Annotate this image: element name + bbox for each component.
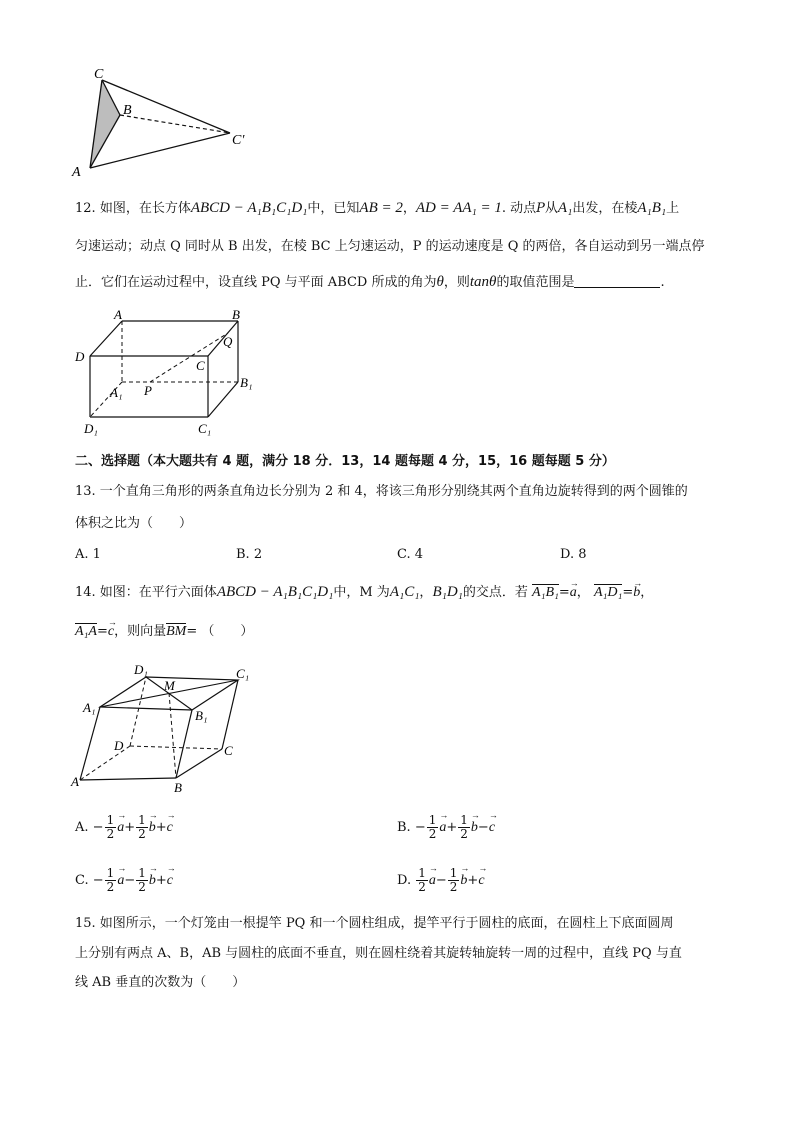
label-B1: B₁ <box>240 375 253 390</box>
q13-line1: 13. 一个直角三角形的两条直角边长分别为 2 和 4，将该三角形分别绕其两个直角边旋转得到的两个圆锥的 <box>75 484 688 499</box>
label-B1: B₁ <box>195 708 208 723</box>
q15-line2: 上分别有两点 A、B，AB 与圆柱的底面不垂直，则在圆柱绕着其旋转轴旋转一周的过程中，直线 PQ 与直 <box>75 946 682 961</box>
label-P: P <box>144 383 152 398</box>
q13-option-c[interactable]: C. 4 <box>397 547 424 562</box>
q15-line3: 线 AB 垂直的次数为（ ） <box>75 975 246 990</box>
label-B: B <box>123 103 132 118</box>
q12-line1: 12. 如图，在长方体ABCD − A₁B₁C₁D₁中，已知AB = 2，AD = AA₁ = 1. 动点P从A₁出发，在棱A₁B₁上 <box>75 200 680 216</box>
q12-line2: 匀速运动；动点 Q 同时从 B 出发，在棱 BC 上匀速运动，P 的运动速度是 Q 的两倍，各自运动到另一端点停 <box>75 239 705 254</box>
label-C: C <box>224 743 233 758</box>
q13-option-b[interactable]: B. 2 <box>236 547 263 562</box>
q14-option-d[interactable]: D. $\frac{1}{2}$ → a− $\frac{1}{2}$ → b+→ c <box>397 867 485 894</box>
q13-option-d[interactable]: D. 8 <box>560 547 587 562</box>
label-M: M <box>164 678 175 693</box>
section-heading: 二、选择题（本大题共有 4 题，满分 18 分．13，14 题每题 4 分，15，16 题每题 5 分） <box>75 454 615 469</box>
answer-blank <box>574 273 660 288</box>
label-D: D <box>75 349 85 364</box>
label-C: C <box>196 358 205 373</box>
q14-option-c[interactable]: C. − $\frac{1}{2}$ → a− $\frac{1}{2}$ → b+→ c <box>75 867 173 894</box>
label-A: A <box>71 774 79 789</box>
label-Q: Q <box>223 334 233 349</box>
q13-option-a[interactable]: A. 1 <box>75 547 101 562</box>
label-B: B <box>174 780 182 795</box>
label-B: B <box>232 307 240 322</box>
q12-figure <box>70 304 270 439</box>
label-A: A <box>72 165 81 180</box>
q13-line2: 体积之比为（ ） <box>75 516 193 531</box>
label-D1: D₁ <box>84 421 98 436</box>
label-D: D <box>114 738 124 753</box>
q11-figure <box>60 60 260 185</box>
label-D1: D₁ <box>134 662 148 677</box>
q14-line1: 14. 如图：在平行六面体ABCD − A₁B₁C₁D₁中，M 为A₁C₁，B₁D₁的交点．若 A₁B₁=→ a， A₁D₁=→ b， <box>75 582 653 603</box>
label-C1: C₁ <box>198 421 212 436</box>
label-C1: C₁ <box>236 666 250 681</box>
label-A1: A₁ <box>83 700 96 715</box>
label-C: C <box>94 67 104 82</box>
q12-line3: 止．它们在运动过程中，设直线 PQ 与平面 ABCD 所成的角为θ，则tanθ的取值范围是 . <box>75 274 665 290</box>
label-A: A <box>114 307 122 322</box>
label-A1: A₁ <box>110 385 123 400</box>
q14-line2: A₁A=→ c，则向量BM= （ ） <box>75 622 253 642</box>
q14-figure <box>68 660 268 795</box>
q14-option-b[interactable]: B. − $\frac{1}{2}$ → a+ $\frac{1}{2}$ → b−→ c <box>397 814 495 841</box>
q15-line1: 15. 如图所示，一个灯笼由一根提竿 PQ 和一个圆柱组成，提竿平行于圆柱的底面，在圆柱上下底面圆周 <box>75 916 674 931</box>
label-C-prime: C′ <box>232 133 245 148</box>
q14-option-a[interactable]: A. − $\frac{1}{2}$ → a+ $\frac{1}{2}$ → b+→ c <box>75 814 173 841</box>
